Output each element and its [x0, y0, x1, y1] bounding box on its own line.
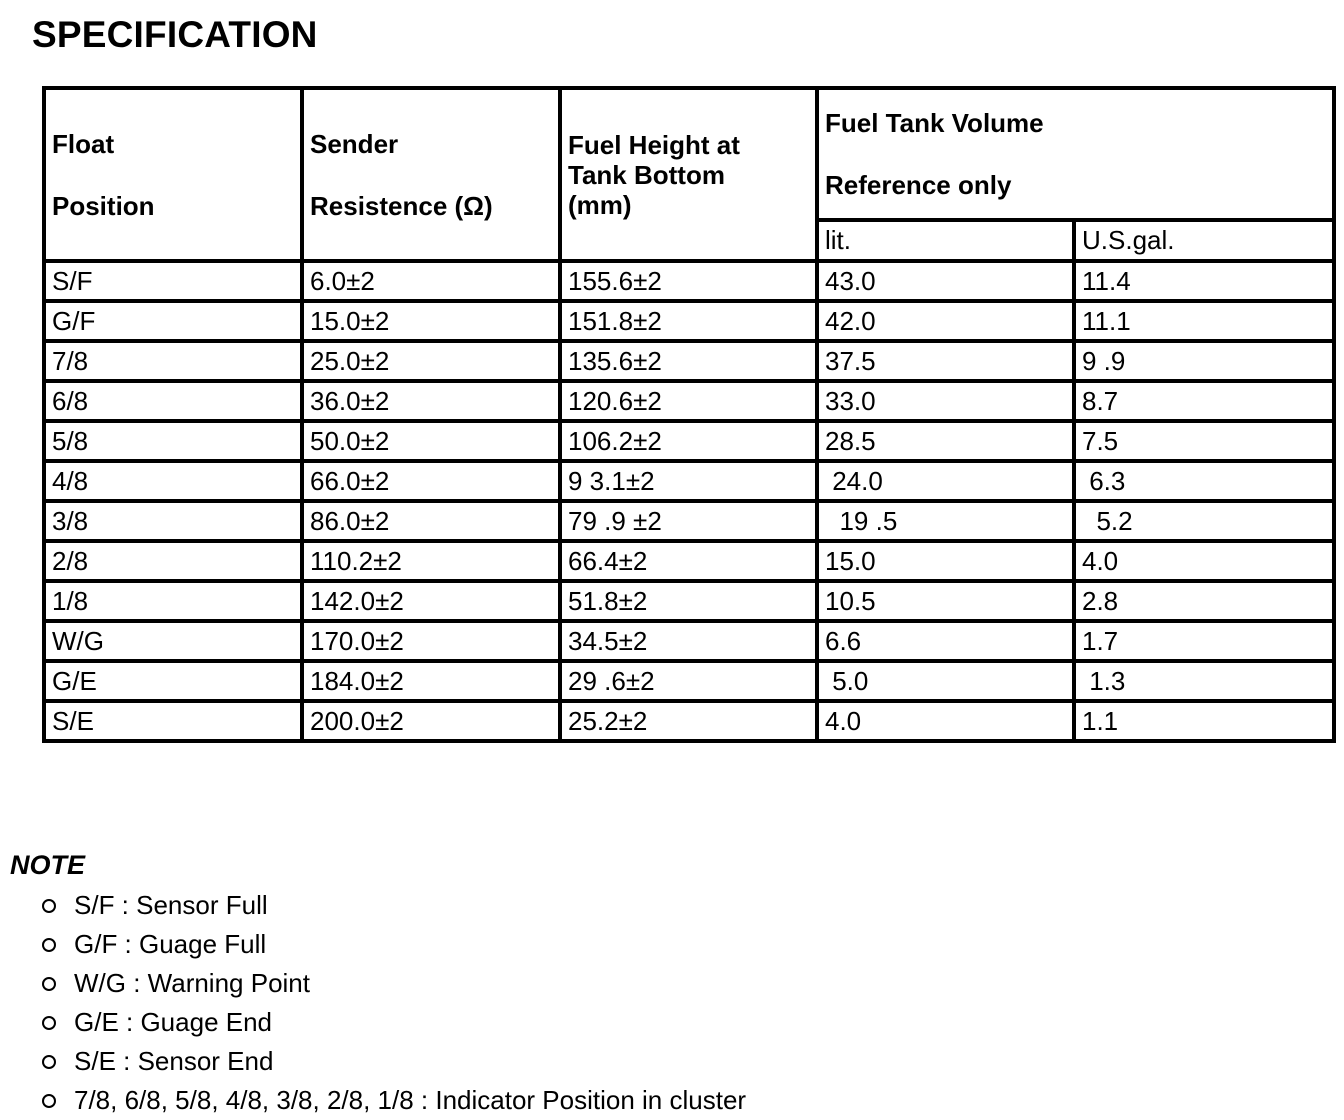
cell-volume-gal: 7.5	[1074, 421, 1334, 461]
bullet-circle-icon	[42, 938, 56, 952]
cell-float-position: 7/8	[44, 341, 302, 381]
cell-float-position: 6/8	[44, 381, 302, 421]
cell-fuel-height: 29 .6±2	[560, 661, 817, 701]
header-volume-line2: Reference only	[825, 170, 1012, 200]
cell-sender-resistance: 184.0±2	[302, 661, 560, 701]
cell-float-position: G/E	[44, 661, 302, 701]
header-height-line2: Tank Bottom	[568, 159, 725, 190]
cell-volume-gal: 6.3	[1074, 461, 1334, 501]
header-float-position	[44, 88, 302, 261]
cell-volume-lit: 37.5	[817, 341, 1074, 381]
cell-volume-gal: 11.4	[1074, 261, 1334, 301]
note-item-text: G/F : Guage Full	[74, 929, 267, 959]
cell-volume-gal: 5.2	[1074, 501, 1334, 541]
table-row	[44, 621, 1334, 661]
header-height-line3: (mm)	[568, 189, 632, 220]
cell-sender-resistance: 36.0±2	[302, 381, 560, 421]
cell-volume-gal: 1.7	[1074, 621, 1334, 661]
cell-sender-resistance: 50.0±2	[302, 421, 560, 461]
note-item	[40, 1003, 746, 1042]
cell-volume-lit: 33.0	[817, 381, 1074, 421]
table-row	[44, 421, 1334, 461]
cell-volume-lit: 4.0	[817, 701, 1074, 741]
note-item	[40, 1081, 746, 1120]
note-item-text: 7/8, 6/8, 5/8, 4/8, 3/8, 2/8, 1/8 : Indicator Position in cluster	[74, 1085, 747, 1115]
cell-sender-resistance: 6.0±2	[302, 261, 560, 301]
cell-fuel-height: 135.6±2	[560, 341, 817, 381]
cell-volume-lit: 6.6	[817, 621, 1074, 661]
cell-float-position: 4/8	[44, 461, 302, 501]
cell-sender-resistance: 170.0±2	[302, 621, 560, 661]
cell-volume-gal: 11.1	[1074, 301, 1334, 341]
cell-fuel-height: 79 .9 ±2	[560, 501, 817, 541]
cell-sender-resistance: 86.0±2	[302, 501, 560, 541]
bullet-circle-icon	[42, 1055, 56, 1069]
header-volume-line1: Fuel Tank Volume	[825, 108, 1044, 138]
bullet-circle-icon	[42, 977, 56, 991]
cell-volume-lit: 15.0	[817, 541, 1074, 581]
note-item	[40, 1042, 746, 1081]
table-row	[44, 701, 1334, 741]
cell-volume-gal: 2.8	[1074, 581, 1334, 621]
cell-float-position: 2/8	[44, 541, 302, 581]
cell-float-position: S/E	[44, 701, 302, 741]
table-row	[44, 661, 1334, 701]
cell-float-position: W/G	[44, 621, 302, 661]
cell-volume-gal: 4.0	[1074, 541, 1334, 581]
cell-volume-gal: 1.3	[1074, 661, 1334, 701]
bullet-circle-icon	[42, 1016, 56, 1030]
cell-volume-lit: 24.0	[817, 461, 1074, 501]
cell-volume-gal: 9 .9	[1074, 341, 1334, 381]
cell-fuel-height: 155.6±2	[560, 261, 817, 301]
note-item	[40, 925, 746, 964]
header-float-line1: Float	[52, 128, 115, 159]
cell-sender-resistance: 25.0±2	[302, 341, 560, 381]
table-row	[44, 461, 1334, 501]
note-item	[40, 886, 746, 925]
cell-float-position: 3/8	[44, 501, 302, 541]
note-item	[40, 964, 746, 1003]
note-item-text: G/E : Guage End	[74, 1007, 273, 1037]
bullet-circle-icon	[42, 1094, 56, 1108]
table-row	[44, 261, 1334, 301]
bullet-circle-icon	[42, 899, 56, 913]
cell-float-position: 1/8	[44, 581, 302, 621]
cell-sender-resistance: 15.0±2	[302, 301, 560, 341]
specification-table	[42, 86, 1336, 743]
header-fuel-tank-volume	[817, 88, 1334, 220]
header-height-line1: Fuel Height at	[568, 129, 740, 160]
cell-fuel-height: 106.2±2	[560, 421, 817, 461]
header-float-line2: Position	[52, 190, 155, 221]
header-lit: lit.	[817, 220, 1074, 261]
cell-sender-resistance: 66.0±2	[302, 461, 560, 501]
cell-sender-resistance: 200.0±2	[302, 701, 560, 741]
note-item-text: S/F : Sensor Full	[74, 890, 268, 920]
cell-fuel-height: 66.4±2	[560, 541, 817, 581]
cell-volume-gal: 8.7	[1074, 381, 1334, 421]
cell-fuel-height: 51.8±2	[560, 581, 817, 621]
table-row	[44, 501, 1334, 541]
cell-volume-lit: 43.0	[817, 261, 1074, 301]
header-sender-line1: Sender	[310, 128, 399, 159]
note-item-text: W/G : Warning Point	[74, 968, 310, 998]
table-row	[44, 301, 1334, 341]
cell-float-position: 5/8	[44, 421, 302, 461]
cell-sender-resistance: 142.0±2	[302, 581, 560, 621]
cell-float-position: G/F	[44, 301, 302, 341]
page-title: SPECIFICATION	[32, 14, 318, 55]
table-row	[44, 581, 1334, 621]
table-row	[44, 541, 1334, 581]
cell-sender-resistance: 110.2±2	[302, 541, 560, 581]
cell-fuel-height: 120.6±2	[560, 381, 817, 421]
cell-volume-lit: 42.0	[817, 301, 1074, 341]
cell-fuel-height: 34.5±2	[560, 621, 817, 661]
cell-fuel-height: 25.2±2	[560, 701, 817, 741]
cell-volume-gal: 1.1	[1074, 701, 1334, 741]
cell-volume-lit: 19 .5	[817, 501, 1074, 541]
cell-fuel-height: 151.8±2	[560, 301, 817, 341]
cell-fuel-height: 9 3.1±2	[560, 461, 817, 501]
cell-volume-lit: 10.5	[817, 581, 1074, 621]
header-sender-resistance	[302, 88, 560, 261]
note-list	[40, 886, 746, 1120]
cell-volume-lit: 5.0	[817, 661, 1074, 701]
table-row	[44, 381, 1334, 421]
note-item-text: S/E : Sensor End	[74, 1046, 274, 1076]
note-title: NOTE	[10, 850, 86, 880]
cell-volume-lit: 28.5	[817, 421, 1074, 461]
header-sender-line2: Resistence (Ω)	[310, 190, 493, 221]
header-fuel-height	[560, 88, 817, 261]
cell-float-position: S/F	[44, 261, 302, 301]
header-us-gal: U.S.gal.	[1074, 220, 1334, 261]
table-row	[44, 341, 1334, 381]
